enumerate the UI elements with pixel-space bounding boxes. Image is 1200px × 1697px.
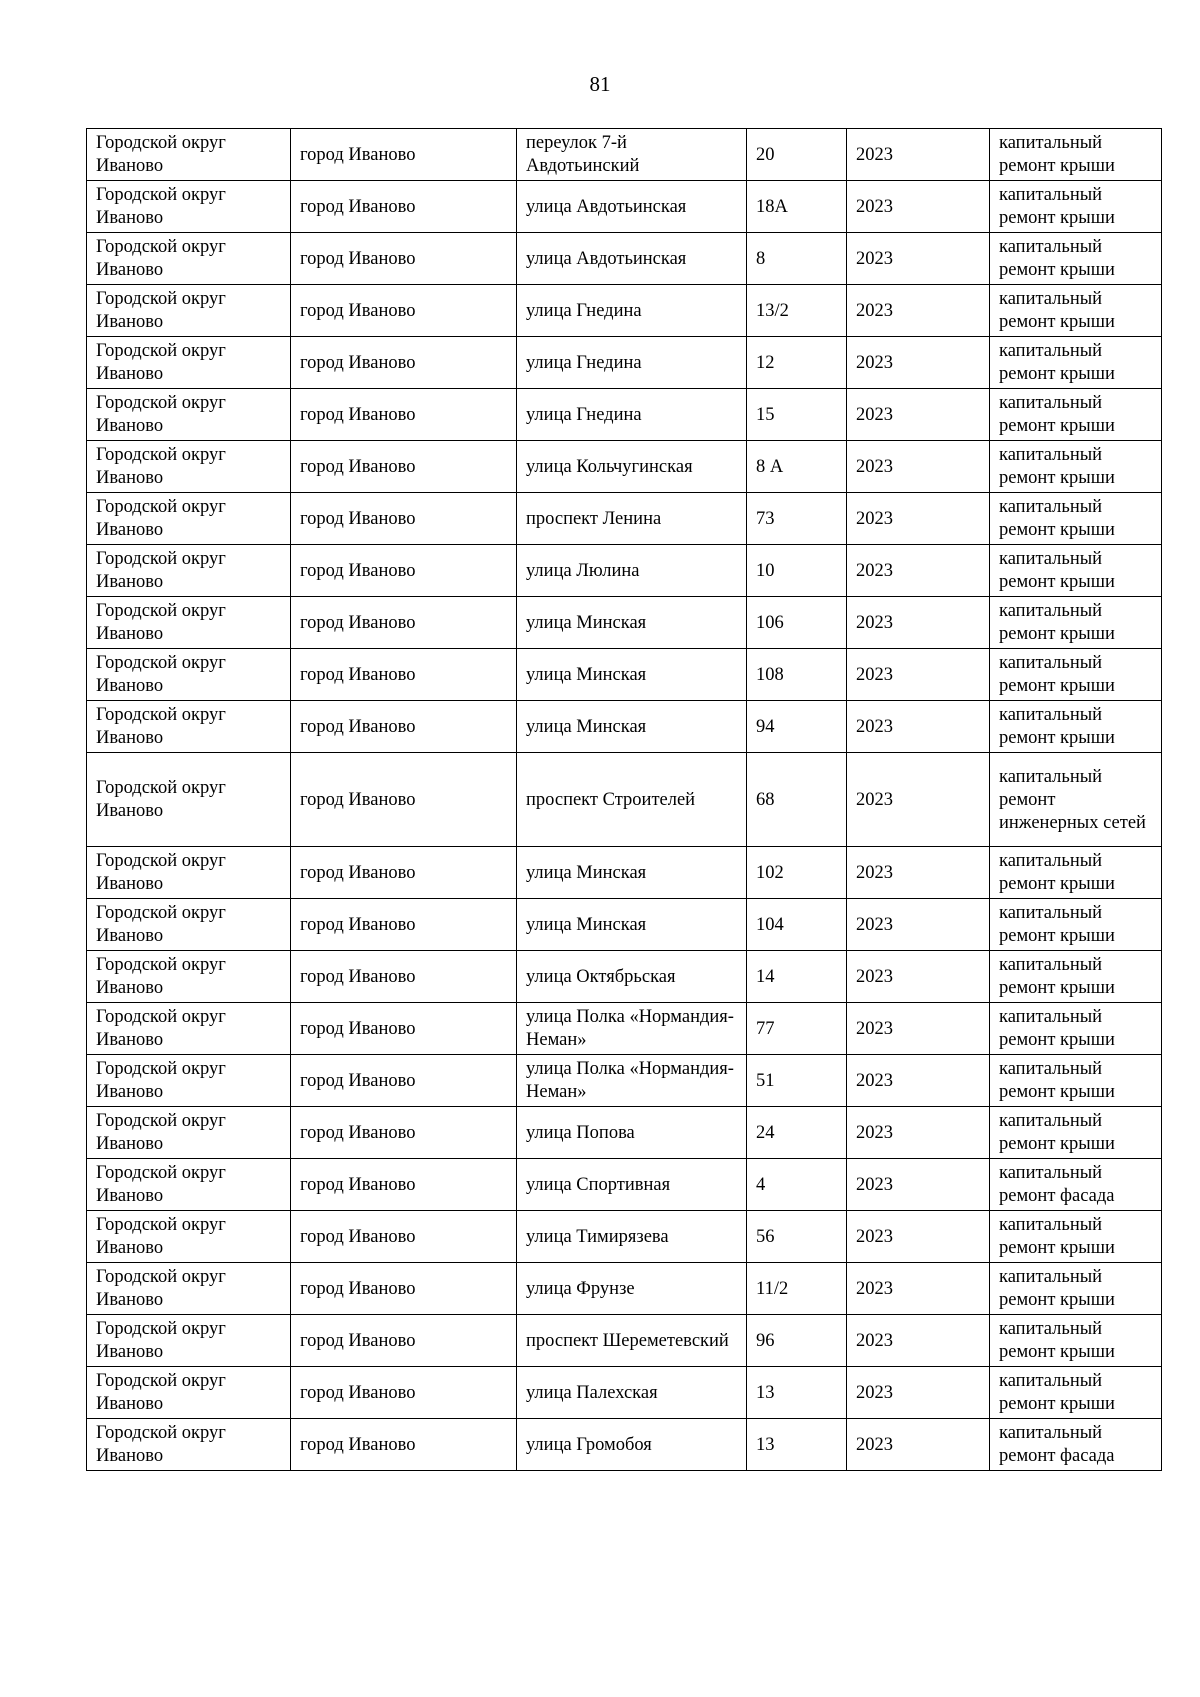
district-cell: Городской округ Иваново (87, 1419, 291, 1471)
year-cell: 2023 (847, 701, 990, 753)
table-row (87, 899, 1162, 951)
work-type-cell: капитальный ремонт крыши (990, 493, 1162, 545)
work-type-cell: капитальный ремонт крыши (990, 181, 1162, 233)
table-row (87, 285, 1162, 337)
settlement-cell: город Иваново (291, 285, 517, 337)
settlement-cell: город Иваново (291, 597, 517, 649)
table-body (87, 129, 1162, 1471)
house-number-cell: 13/2 (747, 285, 847, 337)
street-cell: улица Авдотьинская (517, 233, 747, 285)
work-type-cell: капитальный ремонт крыши (990, 285, 1162, 337)
work-type-cell: капитальный ремонт крыши (990, 597, 1162, 649)
year-cell: 2023 (847, 1107, 990, 1159)
settlement-cell: город Иваново (291, 233, 517, 285)
work-type-cell: капитальный ремонт крыши (990, 1003, 1162, 1055)
work-type-cell: капитальный ремонт крыши (990, 1055, 1162, 1107)
year-cell: 2023 (847, 129, 990, 181)
district-cell: Городской округ Иваново (87, 1211, 291, 1263)
table-row (87, 1367, 1162, 1419)
settlement-cell: город Иваново (291, 899, 517, 951)
street-cell: улица Тимирязева (517, 1211, 747, 1263)
settlement-cell: город Иваново (291, 1315, 517, 1367)
work-type-cell: капитальный ремонт крыши (990, 1263, 1162, 1315)
year-cell: 2023 (847, 1055, 990, 1107)
street-cell: улица Минская (517, 701, 747, 753)
house-number-cell: 104 (747, 899, 847, 951)
street-cell: улица Полка «Нормандия-Неман» (517, 1055, 747, 1107)
table-row (87, 597, 1162, 649)
work-type-cell: капитальный ремонт крыши (990, 389, 1162, 441)
table-row (87, 701, 1162, 753)
year-cell: 2023 (847, 1159, 990, 1211)
table-row (87, 1055, 1162, 1107)
house-number-cell: 24 (747, 1107, 847, 1159)
district-cell: Городской округ Иваново (87, 597, 291, 649)
district-cell: Городской округ Иваново (87, 701, 291, 753)
year-cell: 2023 (847, 181, 990, 233)
work-type-cell: капитальный ремонт крыши (990, 1367, 1162, 1419)
table-row (87, 649, 1162, 701)
table-row (87, 129, 1162, 181)
district-cell: Городской округ Иваново (87, 181, 291, 233)
work-type-cell: капитальный ремонт фасада (990, 1159, 1162, 1211)
repair-program-table (86, 128, 1162, 1471)
settlement-cell: город Иваново (291, 1107, 517, 1159)
year-cell: 2023 (847, 233, 990, 285)
street-cell: проспект Ленина (517, 493, 747, 545)
house-number-cell: 20 (747, 129, 847, 181)
house-number-cell: 18А (747, 181, 847, 233)
street-cell: улица Палехская (517, 1367, 747, 1419)
work-type-cell: капитальный ремонт крыши (990, 1107, 1162, 1159)
year-cell: 2023 (847, 1211, 990, 1263)
table-row (87, 493, 1162, 545)
house-number-cell: 15 (747, 389, 847, 441)
settlement-cell: город Иваново (291, 545, 517, 597)
house-number-cell: 12 (747, 337, 847, 389)
district-cell: Городской округ Иваново (87, 951, 291, 1003)
work-type-cell: капитальный ремонт крыши (990, 545, 1162, 597)
year-cell: 2023 (847, 951, 990, 1003)
settlement-cell: город Иваново (291, 129, 517, 181)
street-cell: улица Октябрьская (517, 951, 747, 1003)
work-type-cell: капитальный ремонт крыши (990, 337, 1162, 389)
street-cell: улица Гнедина (517, 389, 747, 441)
work-type-cell: капитальный ремонт крыши (990, 701, 1162, 753)
settlement-cell: город Иваново (291, 1003, 517, 1055)
table-row (87, 1159, 1162, 1211)
street-cell: улица Минская (517, 847, 747, 899)
street-cell: улица Гнедина (517, 337, 747, 389)
house-number-cell: 4 (747, 1159, 847, 1211)
street-cell: улица Люлина (517, 545, 747, 597)
table-row (87, 1263, 1162, 1315)
district-cell: Городской округ Иваново (87, 1263, 291, 1315)
year-cell: 2023 (847, 1315, 990, 1367)
table-row (87, 181, 1162, 233)
table-row (87, 1211, 1162, 1263)
settlement-cell: город Иваново (291, 753, 517, 847)
street-cell: улица Полка «Нормандия-Неман» (517, 1003, 747, 1055)
year-cell: 2023 (847, 389, 990, 441)
year-cell: 2023 (847, 285, 990, 337)
settlement-cell: город Иваново (291, 337, 517, 389)
street-cell: улица Фрунзе (517, 1263, 747, 1315)
table-row (87, 545, 1162, 597)
house-number-cell: 68 (747, 753, 847, 847)
district-cell: Городской округ Иваново (87, 233, 291, 285)
house-number-cell: 94 (747, 701, 847, 753)
year-cell: 2023 (847, 1367, 990, 1419)
house-number-cell: 96 (747, 1315, 847, 1367)
year-cell: 2023 (847, 545, 990, 597)
year-cell: 2023 (847, 337, 990, 389)
district-cell: Городской округ Иваново (87, 545, 291, 597)
district-cell: Городской округ Иваново (87, 337, 291, 389)
work-type-cell: капитальный ремонт крыши (990, 1211, 1162, 1263)
street-cell: улица Авдотьинская (517, 181, 747, 233)
year-cell: 2023 (847, 899, 990, 951)
settlement-cell: город Иваново (291, 1159, 517, 1211)
street-cell: проспект Шереметевский (517, 1315, 747, 1367)
district-cell: Городской округ Иваново (87, 1367, 291, 1419)
street-cell: улица Попова (517, 1107, 747, 1159)
street-cell: улица Спортивная (517, 1159, 747, 1211)
street-cell: улица Минская (517, 899, 747, 951)
settlement-cell: город Иваново (291, 951, 517, 1003)
district-cell: Городской округ Иваново (87, 899, 291, 951)
settlement-cell: город Иваново (291, 1055, 517, 1107)
work-type-cell: капитальный ремонт крыши (990, 233, 1162, 285)
table-row (87, 337, 1162, 389)
street-cell: улица Гнедина (517, 285, 747, 337)
year-cell: 2023 (847, 493, 990, 545)
street-cell: переулок 7-й Авдотьинский (517, 129, 747, 181)
settlement-cell: город Иваново (291, 389, 517, 441)
district-cell: Городской округ Иваново (87, 389, 291, 441)
table-row (87, 1003, 1162, 1055)
work-type-cell: капитальный ремонт крыши (990, 441, 1162, 493)
table-row (87, 1315, 1162, 1367)
settlement-cell: город Иваново (291, 1211, 517, 1263)
house-number-cell: 56 (747, 1211, 847, 1263)
district-cell: Городской округ Иваново (87, 1159, 291, 1211)
table-row (87, 1419, 1162, 1471)
house-number-cell: 11/2 (747, 1263, 847, 1315)
settlement-cell: город Иваново (291, 181, 517, 233)
settlement-cell: город Иваново (291, 847, 517, 899)
settlement-cell: город Иваново (291, 1419, 517, 1471)
settlement-cell: город Иваново (291, 441, 517, 493)
house-number-cell: 51 (747, 1055, 847, 1107)
district-cell: Городской округ Иваново (87, 1315, 291, 1367)
street-cell: улица Минская (517, 597, 747, 649)
district-cell: Городской округ Иваново (87, 847, 291, 899)
table-row (87, 441, 1162, 493)
district-cell: Городской округ Иваново (87, 129, 291, 181)
street-cell: улица Громобоя (517, 1419, 747, 1471)
settlement-cell: город Иваново (291, 701, 517, 753)
work-type-cell: капитальный ремонт крыши (990, 649, 1162, 701)
work-type-cell: капитальный ремонт фасада (990, 1419, 1162, 1471)
table-row (87, 753, 1162, 847)
page-number: 81 (589, 72, 611, 96)
house-number-cell: 77 (747, 1003, 847, 1055)
work-type-cell: капитальный ремонт крыши (990, 847, 1162, 899)
work-type-cell: капитальный ремонт крыши (990, 129, 1162, 181)
year-cell: 2023 (847, 1419, 990, 1471)
house-number-cell: 13 (747, 1419, 847, 1471)
house-number-cell: 10 (747, 545, 847, 597)
street-cell: улица Кольчугинская (517, 441, 747, 493)
year-cell: 2023 (847, 1263, 990, 1315)
year-cell: 2023 (847, 753, 990, 847)
house-number-cell: 8 А (747, 441, 847, 493)
year-cell: 2023 (847, 1003, 990, 1055)
street-cell: проспект Строителей (517, 753, 747, 847)
district-cell: Городской округ Иваново (87, 753, 291, 847)
house-number-cell: 8 (747, 233, 847, 285)
house-number-cell: 73 (747, 493, 847, 545)
year-cell: 2023 (847, 441, 990, 493)
year-cell: 2023 (847, 649, 990, 701)
street-cell: улица Минская (517, 649, 747, 701)
district-cell: Городской округ Иваново (87, 1003, 291, 1055)
table-row (87, 1107, 1162, 1159)
district-cell: Городской округ Иваново (87, 493, 291, 545)
table-row (87, 951, 1162, 1003)
table-row (87, 847, 1162, 899)
house-number-cell: 102 (747, 847, 847, 899)
district-cell: Городской округ Иваново (87, 1055, 291, 1107)
year-cell: 2023 (847, 847, 990, 899)
settlement-cell: город Иваново (291, 1263, 517, 1315)
table-row (87, 389, 1162, 441)
district-cell: Городской округ Иваново (87, 441, 291, 493)
house-number-cell: 13 (747, 1367, 847, 1419)
settlement-cell: город Иваново (291, 493, 517, 545)
district-cell: Городской округ Иваново (87, 649, 291, 701)
year-cell: 2023 (847, 597, 990, 649)
settlement-cell: город Иваново (291, 1367, 517, 1419)
district-cell: Городской округ Иваново (87, 1107, 291, 1159)
table-row (87, 233, 1162, 285)
house-number-cell: 14 (747, 951, 847, 1003)
work-type-cell: капитальный ремонт крыши (990, 899, 1162, 951)
house-number-cell: 108 (747, 649, 847, 701)
work-type-cell: капитальный ремонт крыши (990, 1315, 1162, 1367)
settlement-cell: город Иваново (291, 649, 517, 701)
work-type-cell: капитальный ремонт крыши (990, 951, 1162, 1003)
work-type-cell: капитальный ремонт инженерных сетей (990, 753, 1162, 847)
house-number-cell: 106 (747, 597, 847, 649)
district-cell: Городской округ Иваново (87, 285, 291, 337)
